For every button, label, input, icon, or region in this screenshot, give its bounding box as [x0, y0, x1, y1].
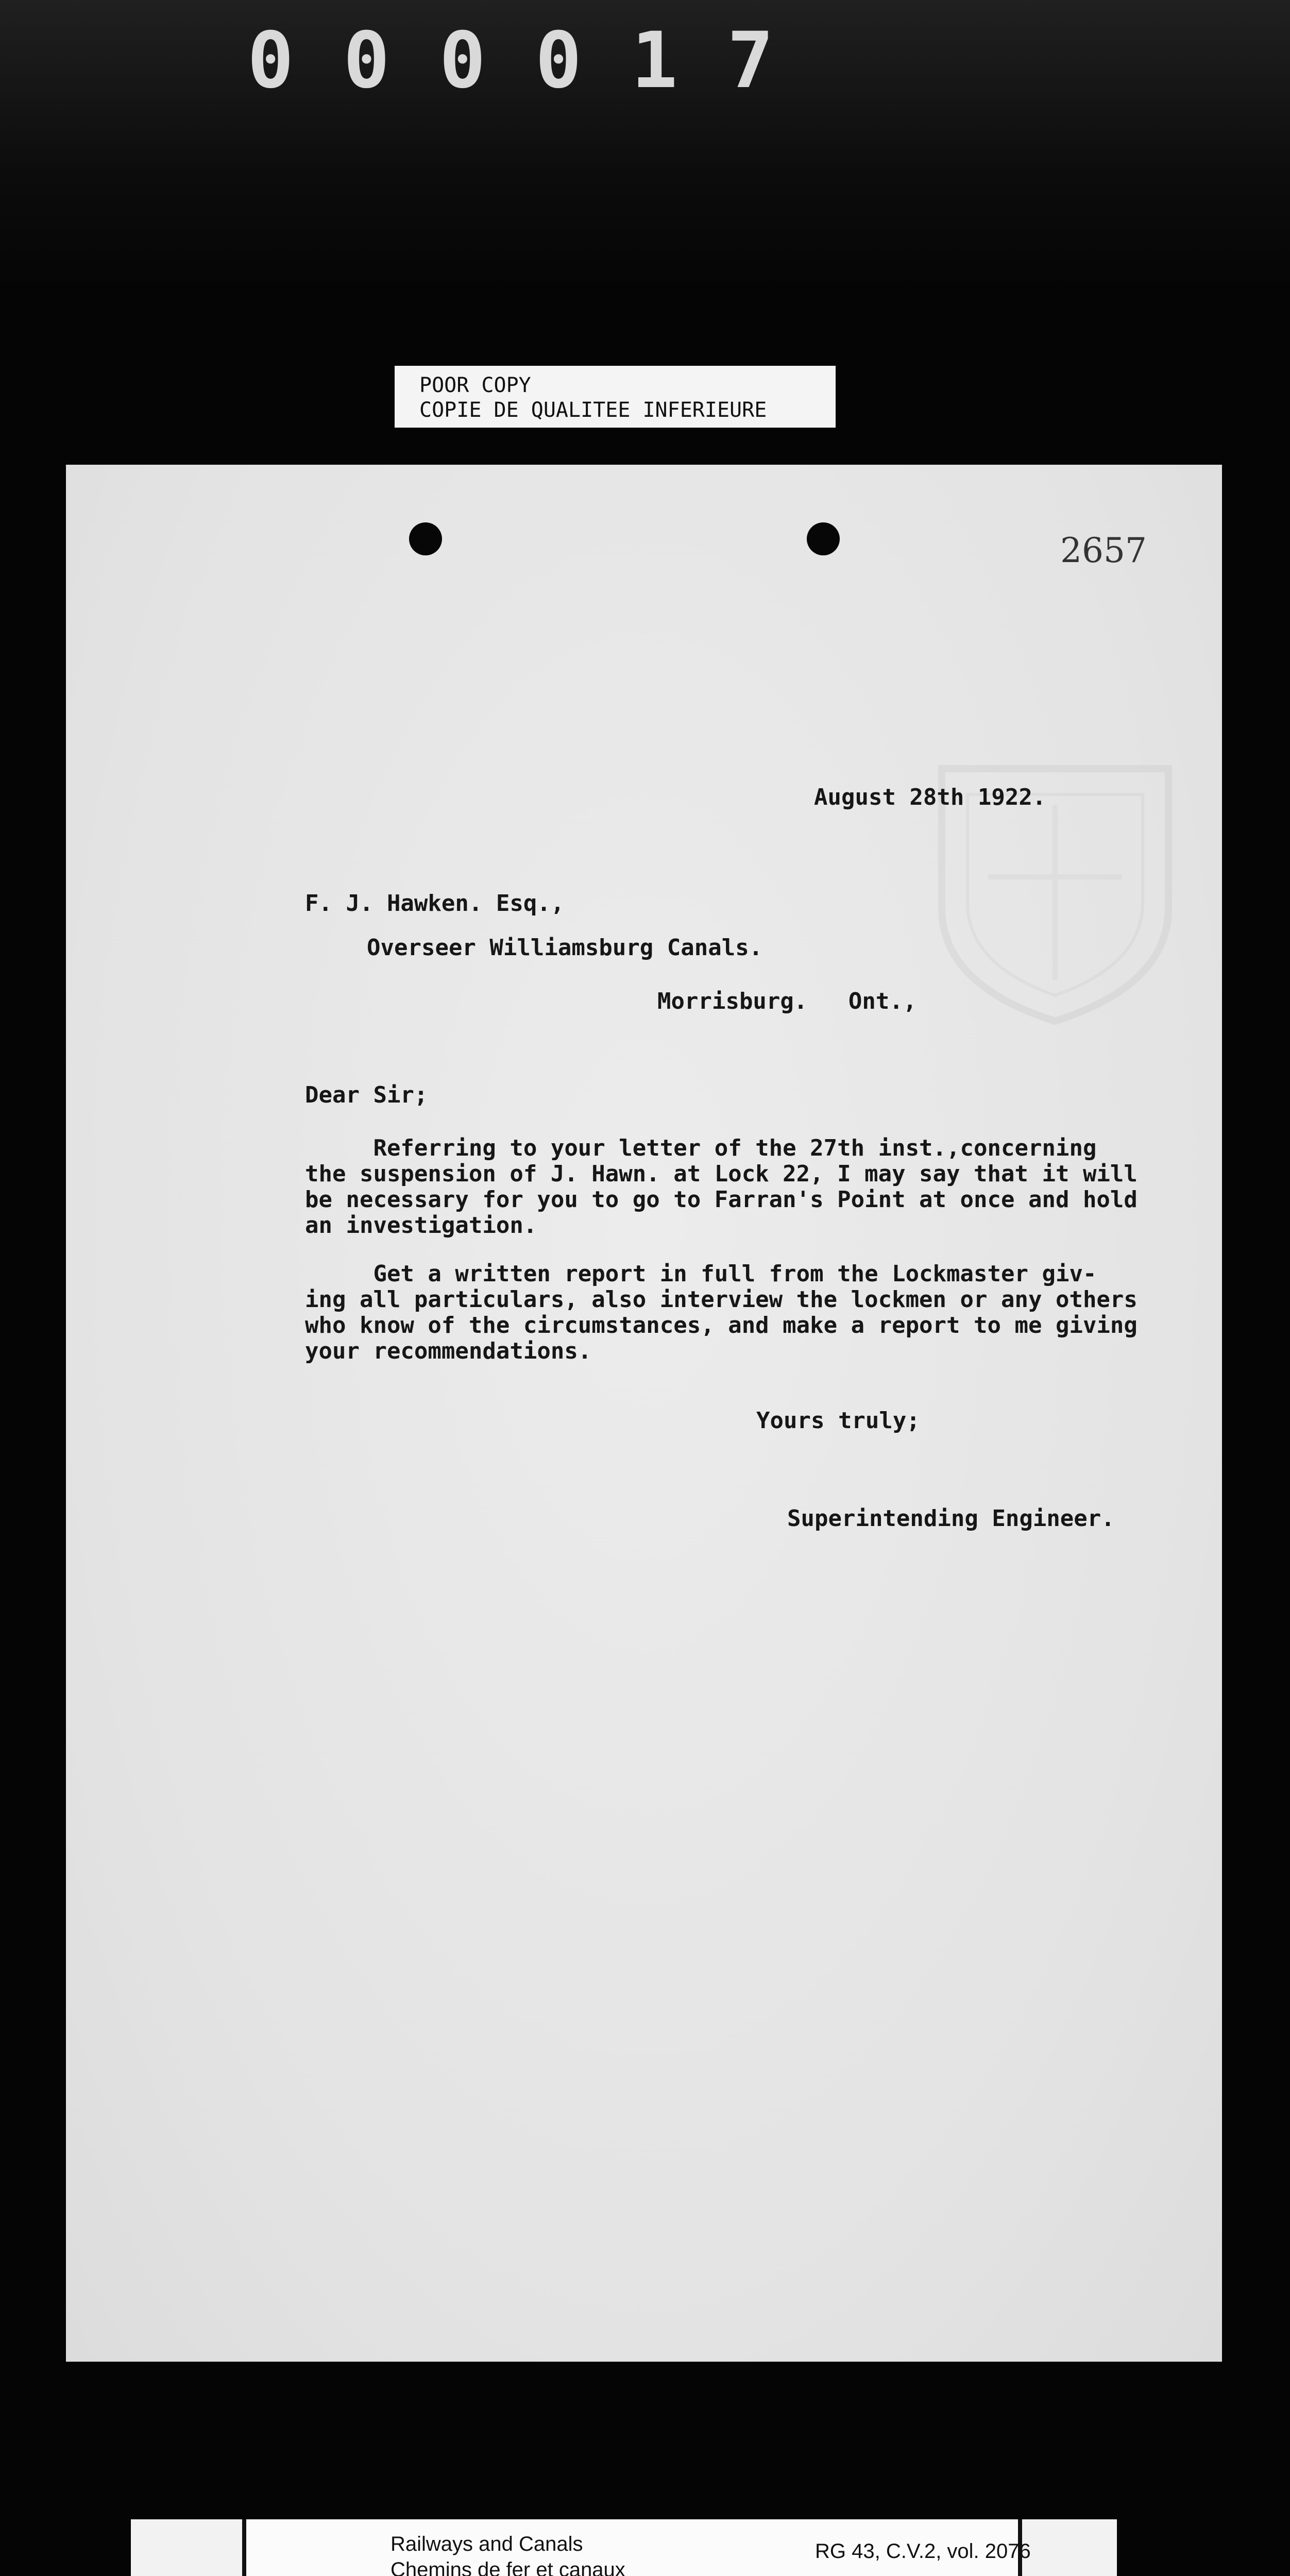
archive-reference: RG 43, C.V.2, vol. 2076 [815, 2540, 1031, 2563]
collection-name-fr: Chemins de fer et canaux [391, 2558, 625, 2576]
addressee-title: Overseer Williamsburg Canals. [367, 935, 763, 961]
body-line: your recommendations. [305, 1338, 592, 1364]
poor-copy-label-en: POOR COPY [419, 374, 531, 397]
poor-copy-label [395, 366, 836, 428]
collection-strip [242, 2519, 1031, 2576]
body-line: ing all particulars, also interview the lockmen or any others [305, 1286, 1138, 1313]
addressee-location: Morrisburg. Ont., [657, 988, 917, 1014]
punch-hole [807, 522, 840, 555]
body-line: be necessary for you to go to Farran's Point at once and hold [305, 1187, 1138, 1213]
salutation: Dear Sir; [305, 1082, 428, 1108]
body-line: an investigation. [305, 1212, 537, 1239]
body-paragraph-2 [305, 1261, 1138, 1364]
addressee-name: F. J. Hawken. Esq., [305, 890, 565, 917]
archive-label [131, 2519, 1117, 2576]
body-line: Referring to your letter of the 27th inst.,concerning [305, 1135, 1097, 1161]
body-line: Get a written report in full from the Lockmaster giv- [305, 1261, 1097, 1287]
letter-date: August 28th 1922. [814, 784, 1046, 810]
collection-name-en: Railways and Canals [391, 2533, 583, 2555]
body-paragraph-1 [305, 1136, 1138, 1239]
letter-closing: Yours truly; [756, 1408, 920, 1434]
frame-number: 000017 [247, 16, 823, 106]
body-line: the suspension of J. Hawn. at Lock 22, I may say that it will [305, 1161, 1138, 1187]
letter-page [66, 465, 1222, 2362]
signature-title: Superintending Engineer. [787, 1505, 1115, 1532]
poor-copy-label-fr: COPIE DE QUALITEE INFERIEURE [419, 398, 767, 422]
body-line: who know of the circumstances, and make a report to me giving [305, 1312, 1138, 1338]
punch-hole [409, 522, 442, 555]
page-number: 2657 [1060, 531, 1147, 570]
